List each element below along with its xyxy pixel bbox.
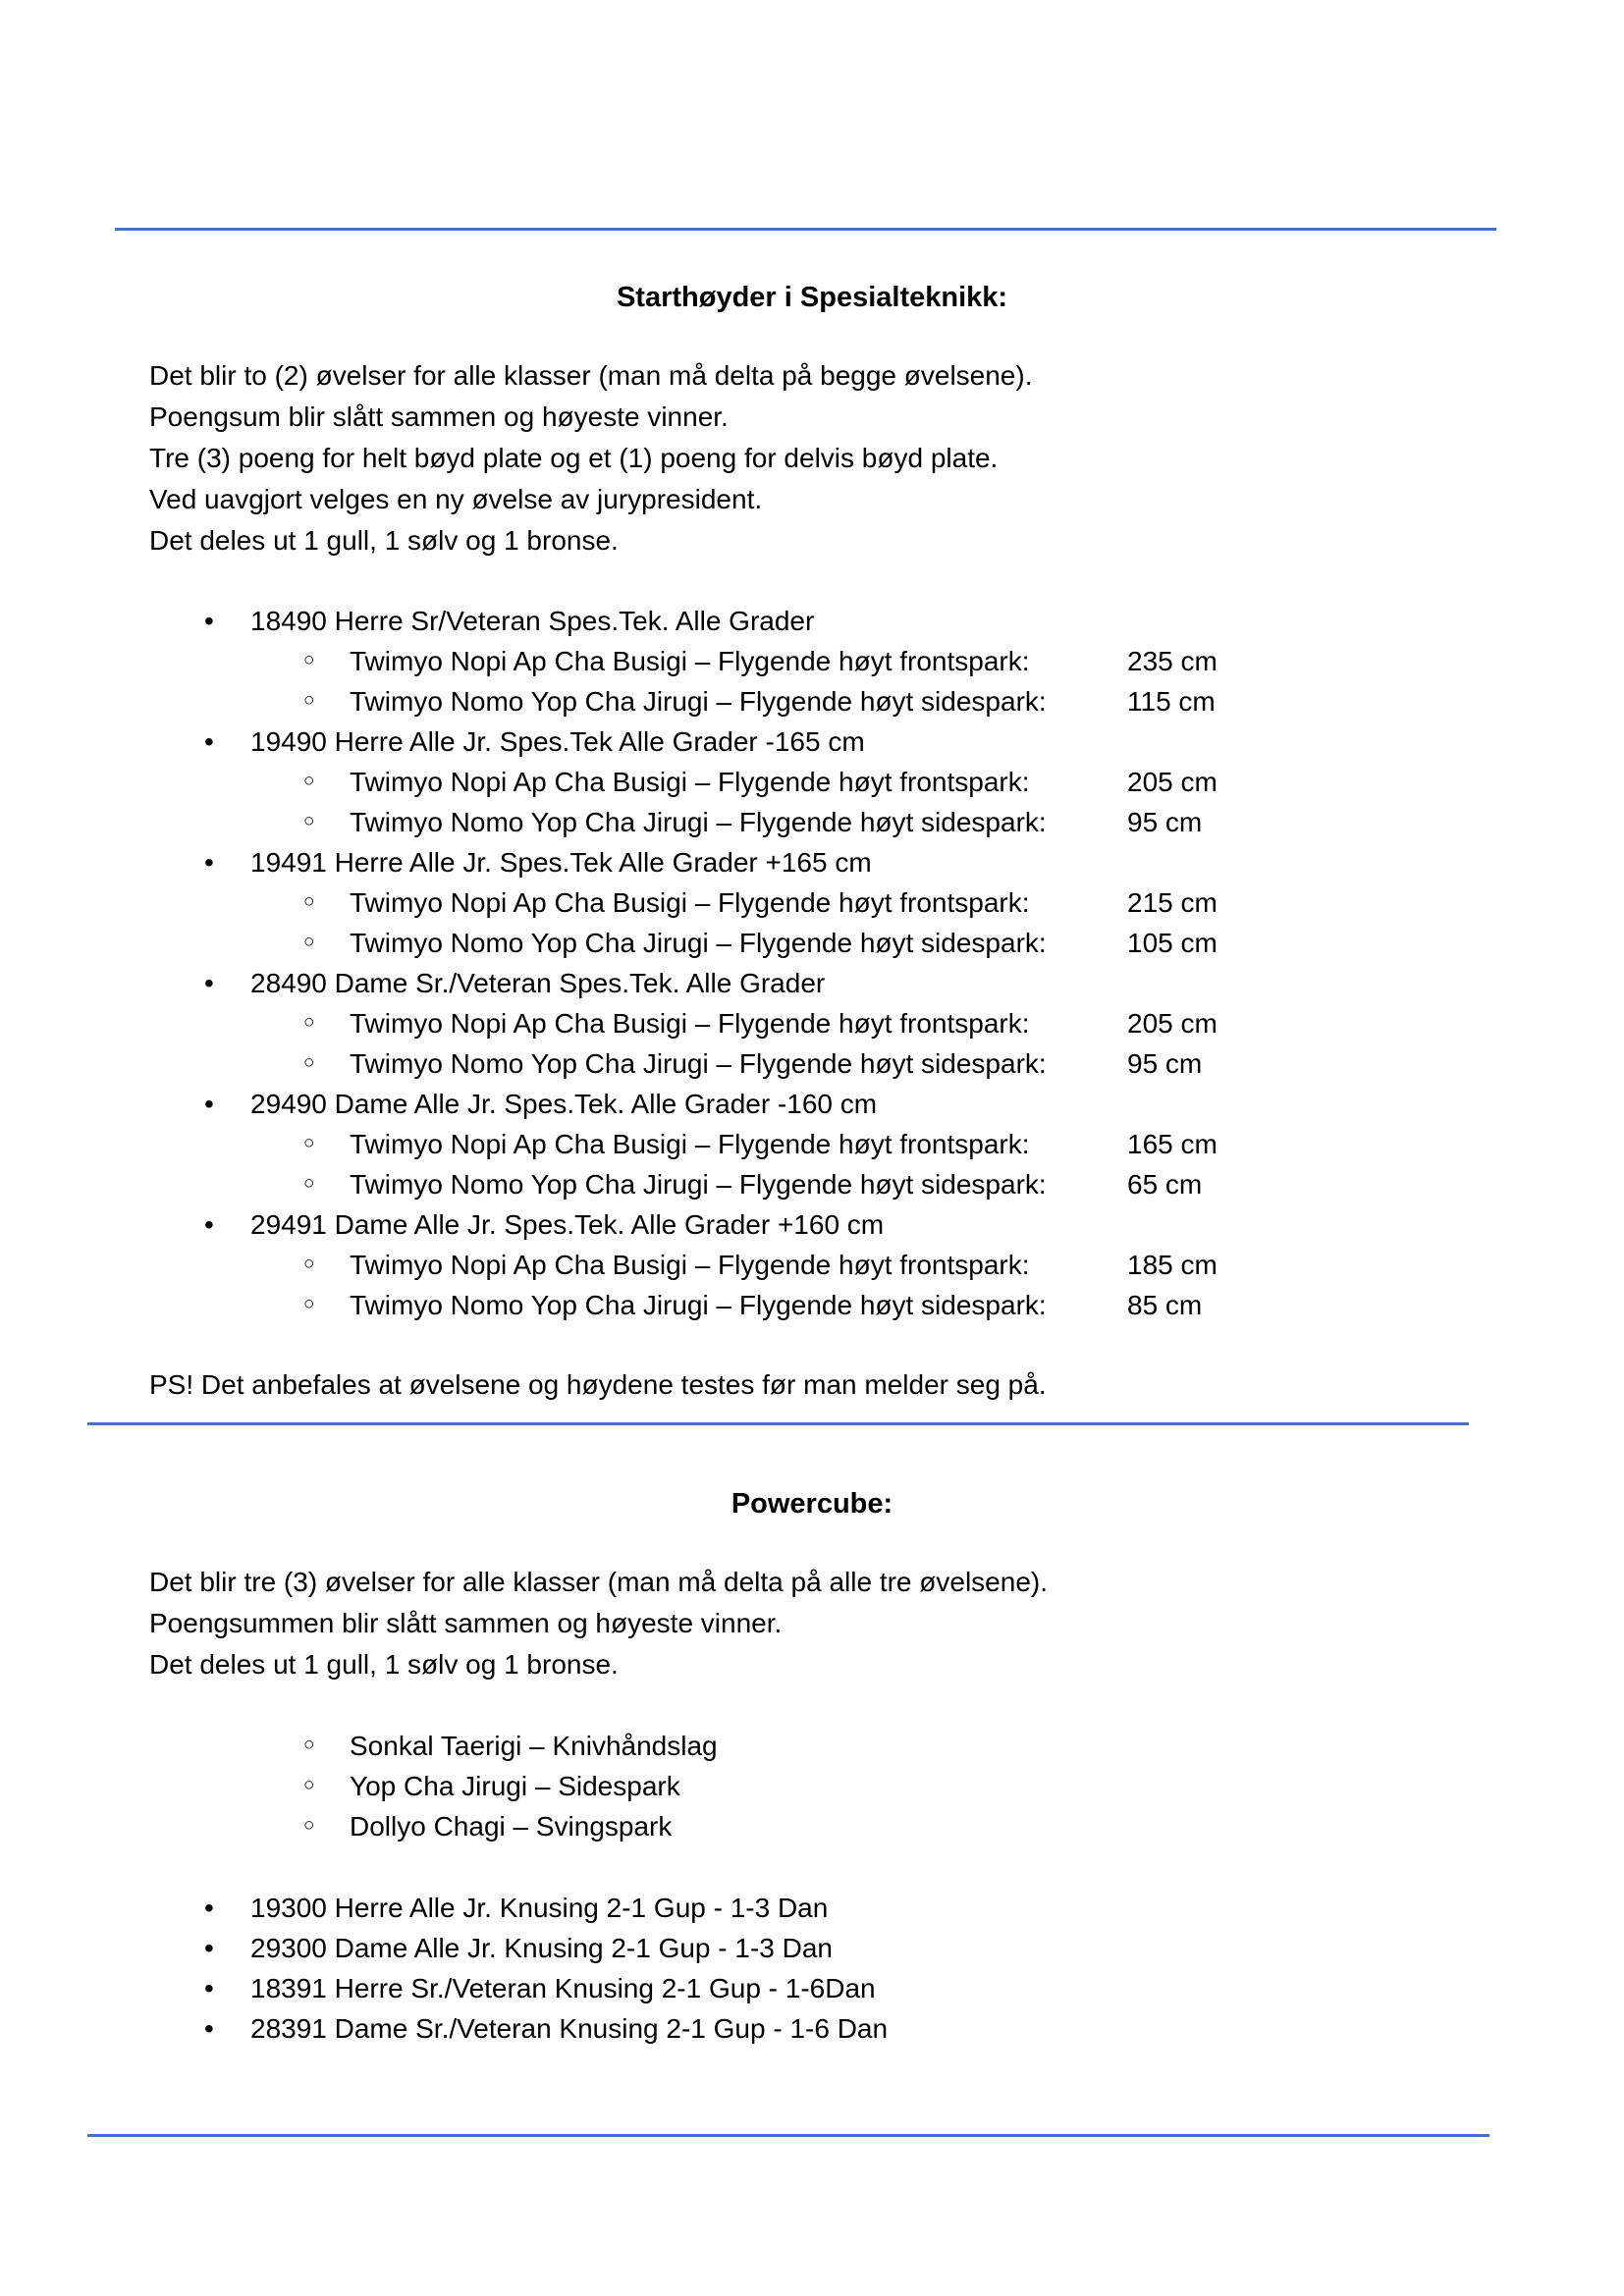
event-item <box>0 1003 1624 1043</box>
class-label: 19491 Herre Alle Jr. Spes.Tek Alle Grader +165 cm <box>250 847 872 878</box>
circle-bullet-icon: ○ <box>303 932 315 952</box>
circle-bullet-icon: ○ <box>303 650 315 670</box>
event-item <box>0 882 1624 923</box>
top-divider <box>115 228 1496 231</box>
exercise-label: Yop Cha Jirugi – Sidespark <box>350 1771 680 1801</box>
knusing-label: 29300 Dame Alle Jr. Knusing 2-1 Gup - 1-3 Dan <box>250 1933 834 1963</box>
bullet-icon: • <box>204 847 214 878</box>
event-name: Twimyo Nopi Ap Cha Busigi – Flygende høyt frontspark: <box>350 1129 1030 1159</box>
knusing-item <box>0 1968 1624 2008</box>
class-item <box>0 721 1624 762</box>
knusing-list <box>0 1888 1624 2049</box>
bullet-icon: • <box>204 1933 214 1963</box>
event-height: 65 cm <box>1127 1169 1203 1200</box>
event-height: 185 cm <box>1127 1250 1218 1280</box>
event-item <box>0 923 1624 963</box>
circle-bullet-icon: ○ <box>303 1735 315 1755</box>
knusing-label: 19300 Herre Alle Jr. Knusing 2-1 Gup - 1-3 Dan <box>250 1893 829 1923</box>
event-item <box>0 641 1624 681</box>
class-item <box>0 1084 1624 1124</box>
knusing-label: 28391 Dame Sr./Veteran Knusing 2-1 Gup - 1-6 Dan <box>250 2013 889 2044</box>
event-name: Twimyo Nopi Ap Cha Busigi – Flygende høyt frontspark: <box>350 887 1030 918</box>
circle-bullet-icon: ○ <box>303 891 315 912</box>
event-item <box>0 1164 1624 1204</box>
event-item <box>0 1245 1624 1285</box>
event-height: 215 cm <box>1127 887 1218 918</box>
intro-paragraph: Det deles ut 1 gull, 1 sølv og 1 bronse. <box>149 1649 619 1680</box>
circle-bullet-icon: ○ <box>303 690 315 711</box>
bullet-icon: • <box>204 726 214 757</box>
exercise-list <box>0 1726 1624 1846</box>
bullet-icon: • <box>204 1973 214 2003</box>
class-item <box>0 601 1624 641</box>
powercube-section <box>0 1484 1624 2049</box>
bottom-divider <box>87 2134 1489 2137</box>
event-height: 105 cm <box>1127 928 1218 958</box>
bullet-icon: • <box>204 968 214 998</box>
event-name: Twimyo Nomo Yop Cha Jirugi – Flygende høyt sidespark: <box>350 807 1047 837</box>
circle-bullet-icon: ○ <box>303 1775 315 1795</box>
class-list <box>0 601 1624 1325</box>
event-item <box>0 1043 1624 1084</box>
event-item <box>0 681 1624 721</box>
class-item <box>0 963 1624 1003</box>
class-label: 19490 Herre Alle Jr. Spes.Tek Alle Grader -165 cm <box>250 726 865 757</box>
exercise-item <box>0 1806 1624 1846</box>
knusing-item <box>0 2008 1624 2049</box>
event-name: Twimyo Nopi Ap Cha Busigi – Flygende høyt frontspark: <box>350 767 1030 797</box>
bullet-icon: • <box>204 1893 214 1923</box>
event-name: Twimyo Nomo Yop Cha Jirugi – Flygende høyt sidespark: <box>350 928 1047 958</box>
event-height: 205 cm <box>1127 767 1218 797</box>
spesialteknikk-intro <box>0 355 1624 561</box>
event-height: 205 cm <box>1127 1008 1218 1039</box>
circle-bullet-icon: ○ <box>303 1815 315 1836</box>
event-height: 85 cm <box>1127 1290 1203 1320</box>
intro-paragraph: Ved uavgjort velges en ny øvelse av jurypresident. <box>149 484 763 514</box>
bullet-icon: • <box>204 2013 214 2044</box>
exercise-label: Dollyo Chagi – Svingspark <box>350 1811 673 1842</box>
event-item <box>0 1285 1624 1325</box>
spesialteknikk-section <box>0 278 1624 1405</box>
event-name: Twimyo Nomo Yop Cha Jirugi – Flygende høyt sidespark: <box>350 686 1047 717</box>
exercise-item <box>0 1726 1624 1766</box>
class-label: 29490 Dame Alle Jr. Spes.Tek. Alle Grader -160 cm <box>250 1089 878 1119</box>
class-item <box>0 1204 1624 1245</box>
event-name: Twimyo Nopi Ap Cha Busigi – Flygende høyt frontspark: <box>350 1250 1030 1280</box>
intro-paragraph: Det blir to (2) øvelser for alle klasser (man må delta på begge øvelsene). <box>149 360 1033 391</box>
intro-paragraph: Det deles ut 1 gull, 1 sølv og 1 bronse. <box>149 525 619 556</box>
intro-paragraph: Poengsum blir slått sammen og høyeste vinner. <box>149 401 729 432</box>
bullet-icon: • <box>204 1089 214 1119</box>
powercube-intro <box>0 1562 1624 1685</box>
knusing-item <box>0 1888 1624 1928</box>
event-height: 115 cm <box>1127 686 1216 717</box>
bullet-icon: • <box>204 606 214 636</box>
circle-bullet-icon: ○ <box>303 1294 315 1314</box>
exercise-label: Sonkal Taerigi – Knivhåndslag <box>350 1731 718 1761</box>
intro-paragraph: Poengsummen blir slått sammen og høyeste vinner. <box>149 1608 783 1638</box>
circle-bullet-icon: ○ <box>303 1254 315 1274</box>
event-item <box>0 802 1624 842</box>
section-title: Starthøyder i Spesialteknikk: <box>616 282 1008 313</box>
ps-note: PS! Det anbefales at øvelsene og høydene testes før man melder seg på. <box>149 1369 1047 1400</box>
event-name: Twimyo Nomo Yop Cha Jirugi – Flygende høyt sidespark: <box>350 1169 1047 1200</box>
class-label: 28490 Dame Sr./Veteran Spes.Tek. Alle Grader <box>250 968 826 998</box>
knusing-label: 18391 Herre Sr./Veteran Knusing 2-1 Gup - 1-6Dan <box>250 1973 876 2003</box>
class-label: 18490 Herre Sr/Veteran Spes.Tek. Alle Grader <box>250 606 815 636</box>
circle-bullet-icon: ○ <box>303 771 315 791</box>
exercise-item <box>0 1766 1624 1806</box>
class-label: 29491 Dame Alle Jr. Spes.Tek. Alle Grader +160 cm <box>250 1209 885 1240</box>
event-name: Twimyo Nomo Yop Cha Jirugi – Flygende høyt sidespark: <box>350 1048 1047 1079</box>
intro-paragraph: Det blir tre (3) øvelser for alle klasser (man må delta på alle tre øvelsene). <box>149 1567 1048 1597</box>
event-height: 95 cm <box>1127 1048 1203 1079</box>
event-height: 95 cm <box>1127 807 1203 837</box>
bullet-icon: • <box>204 1209 214 1240</box>
event-item <box>0 1124 1624 1164</box>
event-height: 165 cm <box>1127 1129 1218 1159</box>
knusing-item <box>0 1928 1624 1968</box>
class-item <box>0 842 1624 882</box>
circle-bullet-icon: ○ <box>303 1173 315 1194</box>
event-name: Twimyo Nopi Ap Cha Busigi – Flygende høyt frontspark: <box>350 1008 1030 1039</box>
circle-bullet-icon: ○ <box>303 811 315 831</box>
section-title: Powercube: <box>731 1488 893 1520</box>
event-height: 235 cm <box>1127 646 1218 676</box>
event-item <box>0 762 1624 802</box>
event-name: Twimyo Nopi Ap Cha Busigi – Flygende høyt frontspark: <box>350 646 1030 676</box>
intro-paragraph: Tre (3) poeng for helt bøyd plate og et (1) poeng for delvis bøyd plate. <box>149 443 999 473</box>
circle-bullet-icon: ○ <box>303 1133 315 1153</box>
circle-bullet-icon: ○ <box>303 1012 315 1033</box>
circle-bullet-icon: ○ <box>303 1052 315 1073</box>
middle-divider <box>87 1422 1469 1425</box>
event-name: Twimyo Nomo Yop Cha Jirugi – Flygende høyt sidespark: <box>350 1290 1047 1320</box>
